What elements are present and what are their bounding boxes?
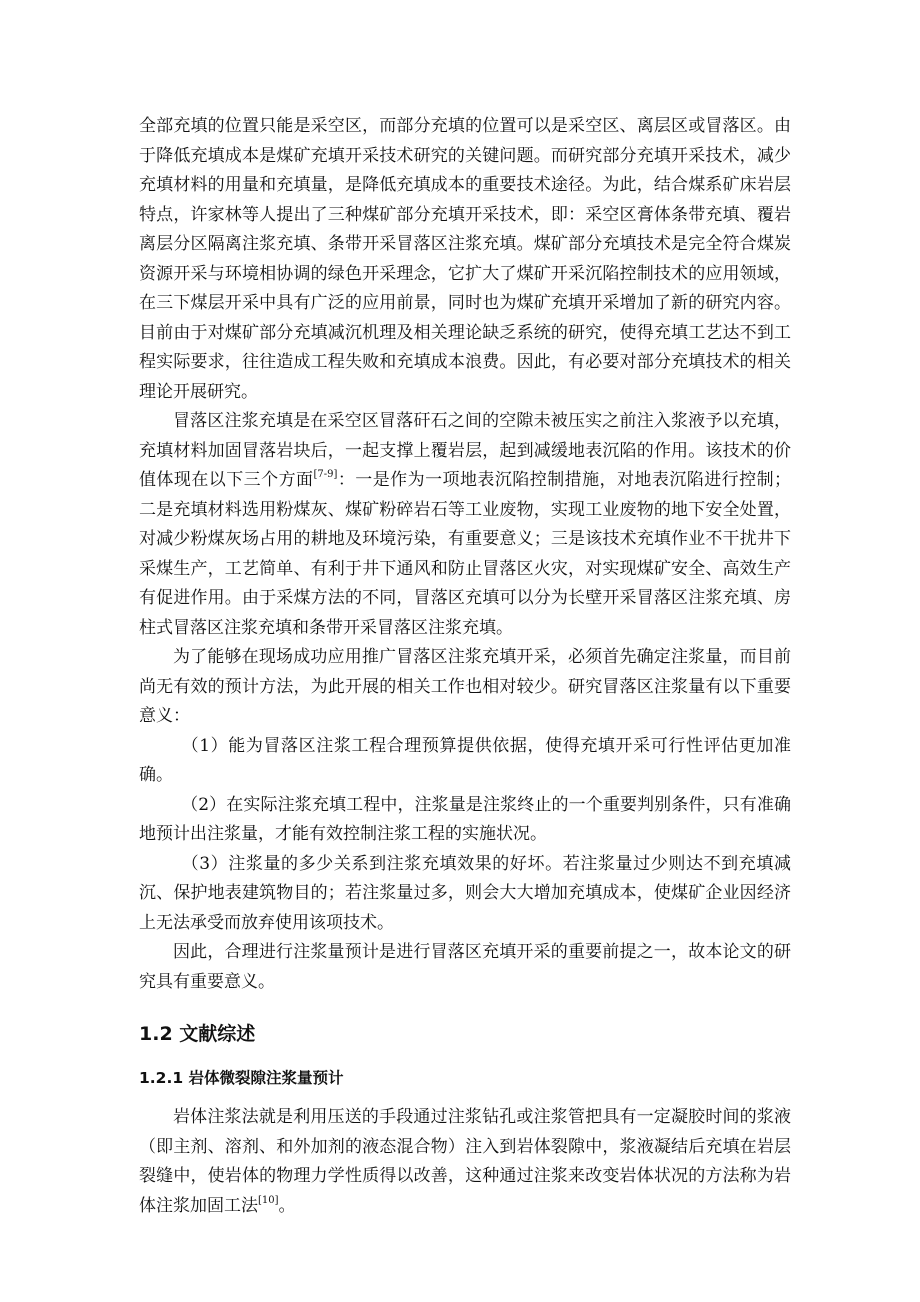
paragraph-text: 冒落区注浆充填是在采空区冒落矸石之间的空隙未被压实之前注入浆液予以充填，充填材料加固冒落岩块后，一起支撑上覆岩层，起到减缓地表沉陷的作用。该技术的价值体现在以下三个方面 <box>139 411 791 490</box>
section-heading: 1.2 文献综述 <box>139 1023 256 1045</box>
list-item-text: （1）能为冒落区注浆工程合理预算提供依据，使得充填开采可行性评估更加准确。 <box>139 735 791 785</box>
paragraph-conclusion: 因此，合理进行注浆量预计是进行冒落区充填开采的重要前提之一，故本论文的研究具有重要意义。 <box>139 942 791 992</box>
citation-ref: [10] <box>258 1194 279 1206</box>
paragraph-partial-filling: 全部充填的位置只能是采空区，而部分充填的位置可以是采空区、离层区或冒落区。由于降低充填成本是煤矿充填开采技术研究的关键问题。而研究部分充填开采技术，减少充填材料的用量和充填量，是降低充填成本的重要技术途径。为此，结合煤系矿床岩层特点，许家林等人提出了三种煤矿部分充填开采技术，即：采空区膏体条带充填、覆岩离层分区隔离注浆充填、条带开采冒落区注浆充填。煤矿部分充填技术是完全符合煤炭资源开采与环境相协调的绿色开采理念，它扩大了煤矿开采沉陷控制技术的应用领域，在三下煤层开采中具有广泛的应用前景，同时也为煤矿充填开采增加了新的研究内容。目前由于对煤矿部分充填减沉机理及相关理论缺乏系统的研究，使得充填工艺达不到工程实际要求，往往造成工程失败和充填成本浪费。因此，有必要对部分充填技术的相关理论开展研究。 <box>139 116 791 402</box>
paragraph-text: 岩体注浆法就是利用压送的手段通过注浆钻孔或注浆管把具有一定凝胶时间的浆液（即主剂、溶剂、和外加剂的液态混合物）注入到岩体裂隙中，浆液凝结后充填在岩层裂缝中，使岩体的物理力学性质得以改善，这种通过注浆来改变岩体状况的方法称为岩体注浆加固工法 <box>139 1107 791 1216</box>
paragraph-rock-grouting <box>139 1103 791 1221</box>
list-item-3 <box>139 850 791 939</box>
paragraph-text: 。 <box>278 1195 296 1216</box>
list-item-1 <box>139 732 791 791</box>
subsection-heading: 1.2.1 岩体微裂隙注浆量预计 <box>139 1069 344 1087</box>
document-page <box>139 112 791 1221</box>
list-item-2 <box>139 791 791 850</box>
paragraph-grouting-filling <box>139 407 791 643</box>
list-item-text: （2）在实际注浆充填工程中，注浆量是注浆终止的一个重要判别条件，只有准确地预计出注浆量，才能有效控制注浆工程的实施状况。 <box>139 794 791 844</box>
paragraph-text: ：一是作为一项地表沉陷控制措施，对地表沉陷进行控制；二是充填材料选用粉煤灰、煤矿粉碎岩石等工业废物，实现工业废物的地下安全处置，对减少粉煤灰场占用的耕地及环境污染，有重要意义；三是该技术充填作业不干扰井下采煤生产，工艺简单、有利于井下通风和防止冒落区火灾，对实现煤矿安全、高效生产有促进作用。由于采煤方法的不同，冒落区充填可以分为长壁开采冒落区注浆充填、房柱式冒落区注浆充填和条带开采冒落区注浆充填。 <box>139 470 792 638</box>
list-item-text: （3）注浆量的多少关系到注浆充填效果的好坏。若注浆量过少则达不到充填减沉、保护地表建筑物目的；若注浆量过多，则会大大增加充填成本，使煤矿企业因经济上无法承受而放弃使用该项技术。 <box>139 853 791 933</box>
paragraph-significance-intro: 为了能够在现场成功应用推广冒落区注浆充填开采，必须首先确定注浆量，而目前尚无有效的预计方法，为此开展的相关工作也相对较少。研究冒落区注浆量有以下重要意义： <box>139 647 791 726</box>
citation-ref: [7-9] <box>313 469 338 481</box>
